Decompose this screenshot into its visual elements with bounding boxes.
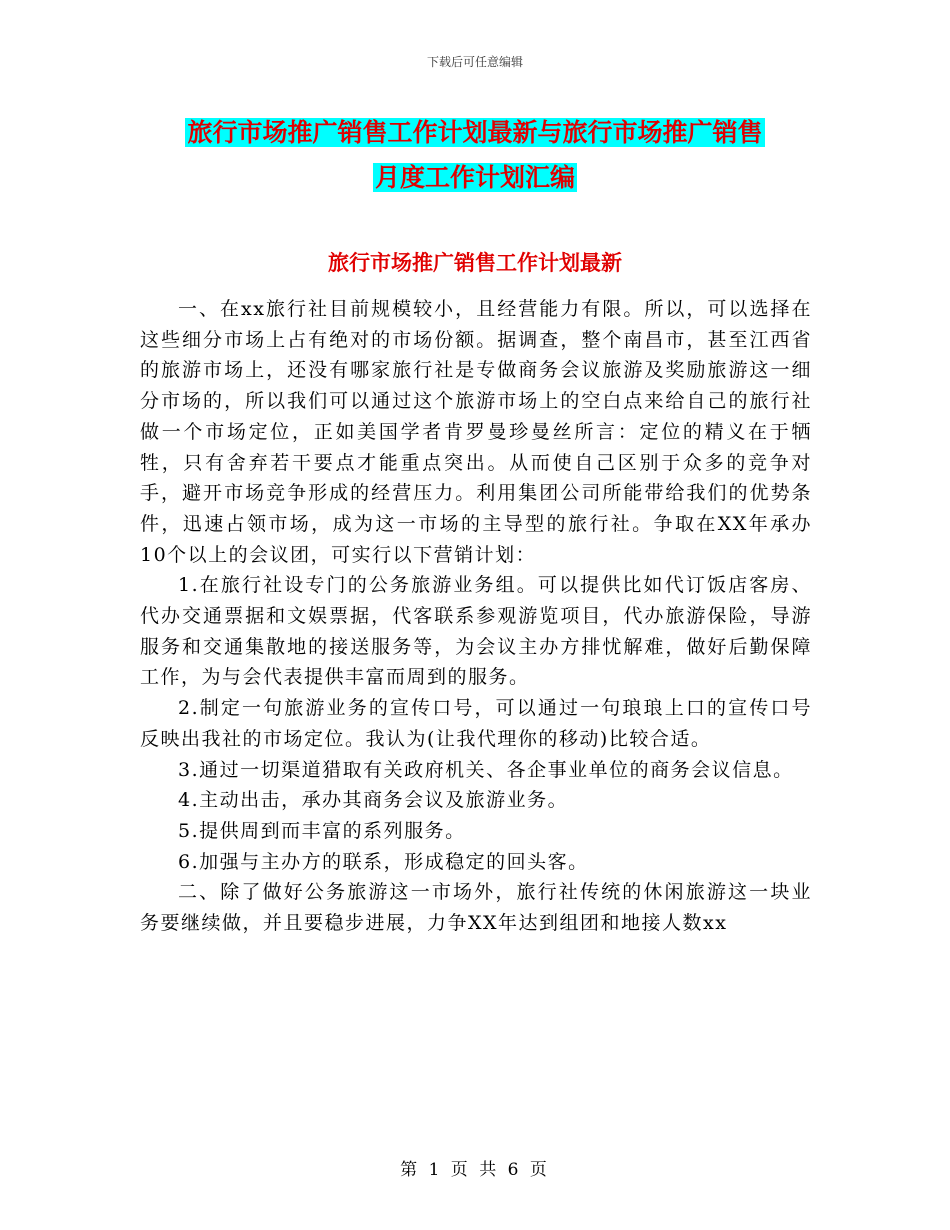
title-line-2: 月度工作计划汇编 xyxy=(374,163,575,192)
document-title xyxy=(0,110,950,200)
paragraph: 4.主动出击，承办其商务会议及旅游业务。 xyxy=(178,789,569,812)
header-note: 下载后可任意编辑 xyxy=(426,55,523,69)
paragraph: 2.制定一句旅游业务的宣传口号，可以通过一句琅琅上口的宣传口号反映出我社的市场定位。我认为(让我代理你的移动)比较合适。 xyxy=(140,697,812,750)
paragraph: 6.加强与主办方的联系，形成稳定的回头客。 xyxy=(178,850,589,873)
title-line-1: 旅行市场推广销售工作计划最新与旅行市场推广销售 xyxy=(187,118,763,147)
paragraph: 二、除了做好公务旅游这一市场外，旅行社传统的休闲旅游这一块业务要继续做，并且要稳步进展，力争XX年达到组团和地接人数xx xyxy=(140,881,812,935)
section-title: 旅行市场推广销售工作计划最新 xyxy=(328,251,622,275)
page-footer: 第 1 页 共 6 页 xyxy=(400,1160,550,1180)
paragraph: 5.提供周到而丰富的系列服务。 xyxy=(178,819,466,842)
paragraph: 一、在xx旅行社目前规模较小，且经营能力有限。所以，可以选择在这些细分市场上占有绝对的市场份额。据调查，整个南昌市，甚至江西省的旅游市场上，还没有哪家旅行社是专做商务会议旅游及奖励旅游这一细分市场的，所以我们可以通过这个旅游市场上的空白点来给自己的旅行社做一个市场定位，正如美国学者肯罗曼珍曼丝所言：定位的精义在于牺牲，只有舍弃若干要点才能重点突出。从而使自己区别于众多的竞争对手，避开市场竞争形成的经营压力。利用集团公司所能带给我们的优势条件，迅速占领市场，成为这一市场的主导型的旅行社。争取在XX年承办10个以上的会议团，可实行以下营销计划： xyxy=(140,298,812,566)
paragraph: 3.通过一切渠道猎取有关政府机关、各企事业单位的商务会议信息。 xyxy=(178,758,794,781)
body-text xyxy=(140,294,812,939)
paragraph: 1.在旅行社设专门的公务旅游业务组。可以提供比如代订饭店客房、代办交通票据和文娱票据，代客联系参观游览项目，代办旅游保险，导游服务和交通集散地的接送服务等，为会议主办方排忧解难，做好后勤保障工作，为与会代表提供丰富而周到的服务。 xyxy=(140,574,812,689)
